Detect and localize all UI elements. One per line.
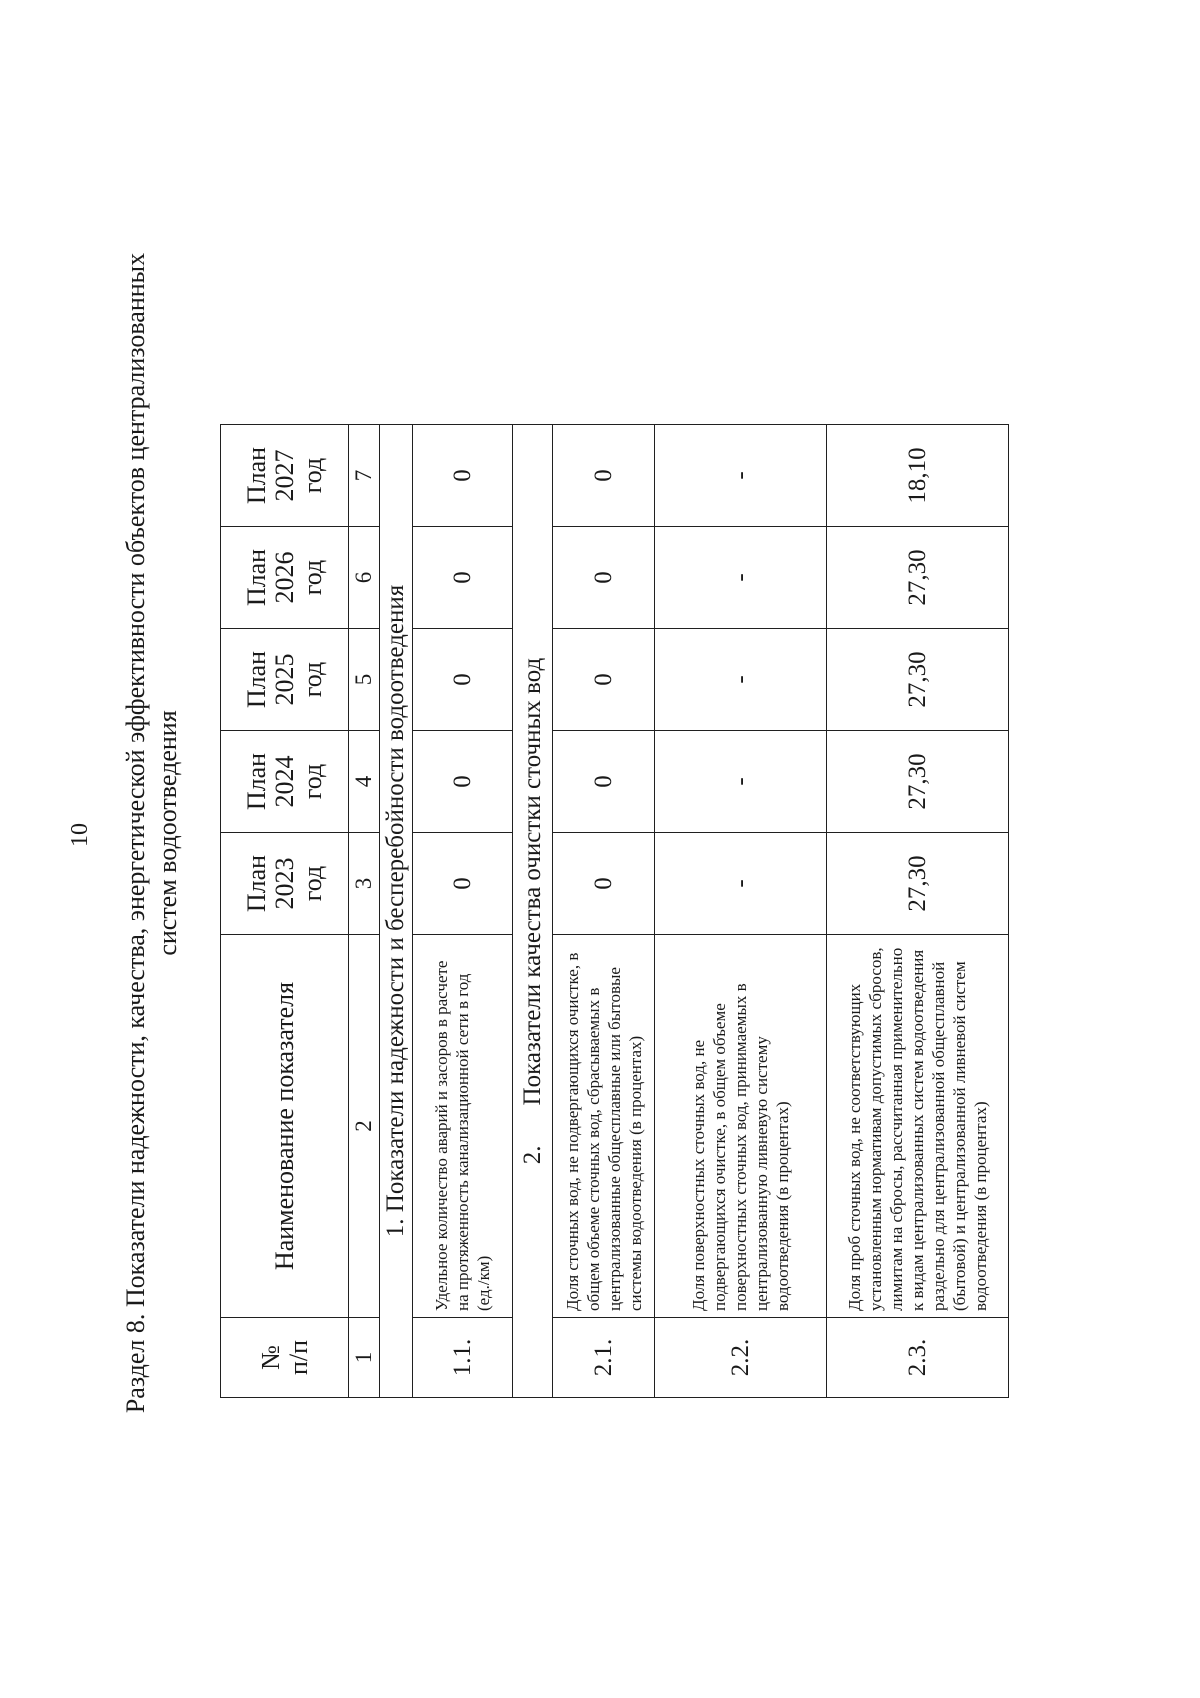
value-2025: - <box>655 629 827 731</box>
table-row <box>655 425 827 1398</box>
index-cell: 7 <box>349 425 380 527</box>
value-2024: 27,30 <box>827 731 1009 833</box>
value-2024: 0 <box>413 731 513 833</box>
indicator-name: Удельное количество аварий и засоров в расчете на протяженность канализационной сети в год (ед./км) <box>413 935 513 1318</box>
header-year-2025: План 2025 год <box>221 629 349 731</box>
header-row <box>221 425 349 1398</box>
header-year-2023: План 2023 год <box>221 833 349 935</box>
value-2023: 27,30 <box>827 833 1009 935</box>
table-row <box>827 425 1009 1398</box>
indicator-name: Доля поверхностных сточных вод, не подвергающихся очистке, в общем объеме поверхностных сточных вод, принимаемых в централизованную ливневую систему водоотведения (в процентах) <box>655 935 827 1318</box>
header-num: № п/п <box>221 1318 349 1398</box>
table-row <box>413 425 513 1398</box>
index-cell: 2 <box>349 935 380 1318</box>
value-2025: 0 <box>413 629 513 731</box>
page-number: 10 <box>67 823 93 847</box>
section-row-1 <box>380 425 413 1398</box>
header-year-2027: План 2027 год <box>221 425 349 527</box>
row-number: 2.3. <box>827 1318 1009 1398</box>
value-2026: 27,30 <box>827 527 1009 629</box>
value-2027: 18,10 <box>827 425 1009 527</box>
section-title-line-1: Раздел 8. Показатели надежности, качества, энергетической эффективности объектов централизованных <box>121 252 150 1414</box>
section-2-number: 2. <box>518 1145 546 1165</box>
header-name: Наименование показателя <box>221 935 349 1318</box>
header-year-2024: План 2024 год <box>221 731 349 833</box>
value-2025: 27,30 <box>827 629 1009 731</box>
indicator-name: Доля проб сточных вод, не соответствующих установленным нормативам допустимых сбросов, лимитам на сбросы, рассчитанная применительно к видам централизованных систем водоотведения раздельно для централизованной общесплавной (бытовой) и централизованной ливневой систем водоотведения (в процентах) <box>827 935 1009 1318</box>
index-row <box>349 425 380 1398</box>
value-2025: 0 <box>553 629 655 731</box>
section-title-line-2: систем водоотведения <box>153 710 182 956</box>
value-2027: - <box>655 425 827 527</box>
index-cell: 1 <box>349 1318 380 1398</box>
section-row-2 <box>513 425 553 1398</box>
index-cell: 5 <box>349 629 380 731</box>
row-number: 2.2. <box>655 1318 827 1398</box>
indicators-table <box>220 424 1009 1398</box>
section-title <box>120 93 184 1573</box>
value-2024: 0 <box>553 731 655 833</box>
index-cell: 3 <box>349 833 380 935</box>
section-2-title <box>513 425 553 1398</box>
row-number: 1.1. <box>413 1318 513 1398</box>
index-cell: 6 <box>349 527 380 629</box>
value-2023: - <box>655 833 827 935</box>
value-2023: 0 <box>553 833 655 935</box>
table-row <box>553 425 655 1398</box>
value-2027: 0 <box>553 425 655 527</box>
value-2027: 0 <box>413 425 513 527</box>
section-1-title: 1. Показатели надежности и бесперебойности водоотведения <box>380 425 413 1398</box>
rotated-page <box>75 93 990 1573</box>
indicator-name: Доля сточных вод, не подвергающихся очистке, в общем объеме сточных вод, сбрасываемых в централизованные общесплавные или бытовые системы водоотведения (в процентах) <box>553 935 655 1318</box>
header-year-2026: План 2026 год <box>221 527 349 629</box>
section-2-label: Показатели качества очистки сточных вод <box>518 657 546 1106</box>
index-cell: 4 <box>349 731 380 833</box>
value-2026: 0 <box>413 527 513 629</box>
value-2026: 0 <box>553 527 655 629</box>
value-2026: - <box>655 527 827 629</box>
value-2023: 0 <box>413 833 513 935</box>
row-number: 2.1. <box>553 1318 655 1398</box>
value-2024: - <box>655 731 827 833</box>
